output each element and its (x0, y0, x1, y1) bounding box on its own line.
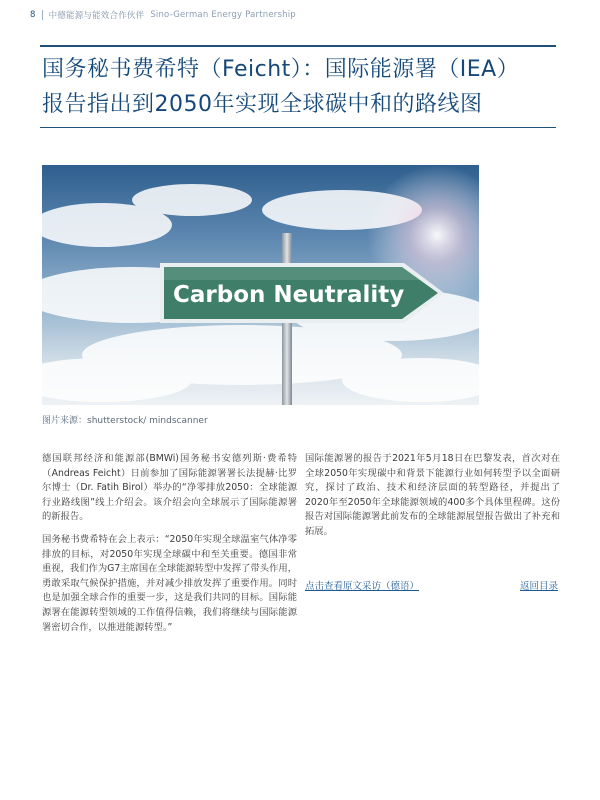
paragraph-report: 国际能源署的报告于2021年5月18日在巴黎发表，首次对在全球2050年实现碳中和背景下能源行业如何转型予以全面研究，探讨了政治、技术和经济层面的转型路径，并提出了2020年至2050年全球能源领域的400多个具体里程碑。这份报告对国际能源署此前发布的全球能源展望报告做出了补充和拓展。 (305, 453, 560, 537)
photo-caption: 图片来源：shutterstock/ mindscanner (42, 416, 208, 426)
paragraph-intro: 德国联邦经济和能源部(BMWi)国务秘书安德列斯·费希特（Andreas Feicht）日前参加了国际能源署署长法提赫·比罗尔博士（Dr. Fatih Birol）举办的“净零排放2050：全球能源行业路线图”线上介绍会。该介绍会向全球展示了国际能源署的新报告。 (42, 453, 297, 523)
article-column-left (42, 452, 297, 643)
article-column-right (305, 452, 560, 548)
article-links (305, 578, 558, 592)
title-rule-top (40, 45, 556, 47)
carbon-neutrality-sign-illustration (42, 165, 479, 405)
publication-name-cn: 中德能源与能效合作伙伴 (48, 11, 145, 21)
title-rule-bottom (40, 127, 556, 128)
header-divider (42, 10, 43, 20)
article-photo (42, 165, 479, 405)
article-title-line2: 报告指出到2050年实现全球碳中和的路线图 (42, 92, 483, 117)
sign-text: Carbon Neutrality (173, 282, 405, 308)
paragraph-quote: 国务秘书费希特在会上表示：“2050年实现全球温室气体净零排放的目标，对2050年实现全球碳中和至关重要。德国非常重视，我们作为G7主席国在全球能源转型中发挥了带头作用，勇敢采取气候保护措施，并对减少排放发挥了重要作用。同时也是加强全球合作的重要一步，这是我们共同的目标。国际能源署在能源转型领域的工作值得信赖，我们将继续与国际能源署密切合作，以推进能源转型。” (42, 533, 297, 633)
interview-link[interactable]: 点击查看原文采访（德语） (305, 581, 420, 592)
page-number: 8 (30, 10, 36, 20)
article-title-line1: 国务秘书费希特（Feicht）：国际能源署（IEA） (42, 57, 520, 82)
page-header (30, 6, 296, 24)
back-to-contents-link[interactable]: 返回目录 (519, 581, 558, 592)
publication-name-en: Sino-German Energy Partnership (150, 10, 296, 20)
article-title (42, 52, 562, 122)
